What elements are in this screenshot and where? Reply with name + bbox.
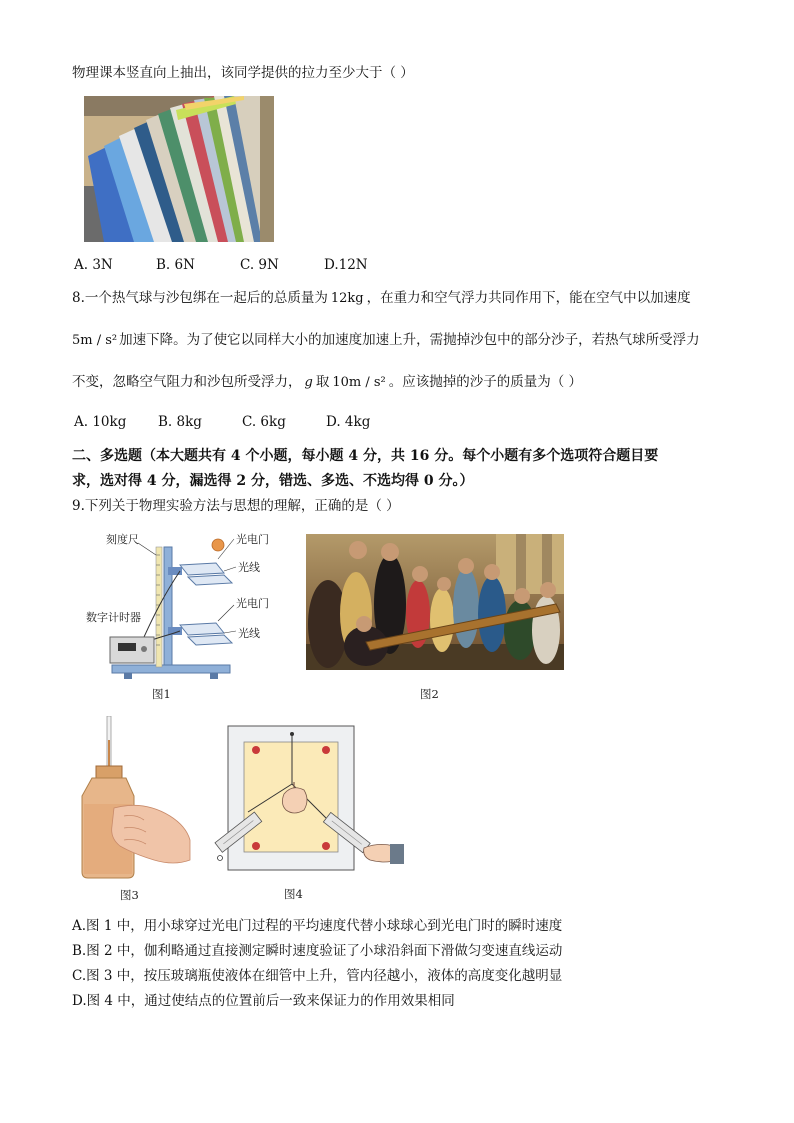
q8-g: g <box>304 375 313 390</box>
fig1-label-ruler: 刻度尺 <box>106 533 139 546</box>
q9-option-b: B.图 2 中，伽利略通过直接测定瞬时速度验证了小球沿斜面下滑做匀变速直线运动 <box>72 943 563 959</box>
fig1-label-gate1: 光电门 <box>236 533 269 546</box>
q8-gval: 10m / s² <box>332 375 386 390</box>
q8-option-d: D. 4kg <box>326 414 371 430</box>
fig1-caption: 图1 <box>152 687 171 701</box>
fig3-caption: 图3 <box>120 888 139 902</box>
fig1-label-light1: 光线 <box>238 561 260 574</box>
fig1-label-light2: 光线 <box>238 627 260 640</box>
figure-2-galileo-painting <box>306 534 564 670</box>
q7-option-d: D.12N <box>324 257 368 273</box>
fig1-label-timer: 数字计时器 <box>86 611 141 624</box>
books-photo <box>84 96 274 242</box>
figure-1-photogate <box>84 525 294 685</box>
q8-option-b: B. 8kg <box>158 414 202 430</box>
q8-text: 取 <box>315 374 330 390</box>
figure-4-force-board <box>214 724 404 874</box>
q8-text: 8.一个热气球与沙包绑在一起后的总质量为 <box>72 290 328 306</box>
q8-text: ，在重力和空气浮力共同作用下，能在空气中以加速度 <box>366 290 691 306</box>
fig2-caption: 图2 <box>420 687 439 701</box>
section-heading-cont: 求，选对得 4 分，漏选得 2 分，错选、多选、不选均得 0 分。） <box>72 473 474 489</box>
q8-line2 <box>72 330 700 351</box>
q8-option-a: A. 10kg <box>74 414 127 430</box>
fig1-label-gate2: 光电门 <box>236 597 269 610</box>
q7-options <box>74 255 368 275</box>
q8-mass: 12kg <box>330 291 364 306</box>
q8-line1 <box>72 288 691 309</box>
q8-text: 不变，忽略空气阻力和沙包所受浮力， <box>72 374 302 390</box>
q8-options <box>74 412 370 432</box>
q7-option-c: C. 9N <box>240 257 279 273</box>
q7-option-a: A. 3N <box>74 257 113 273</box>
figure-3-bottle <box>74 716 194 882</box>
q7-stem: 物理课本竖直向上抽出，该同学提供的拉力至少大于（ ） <box>72 65 414 81</box>
q8-option-c: C. 6kg <box>242 414 286 430</box>
q8-accel: 5m / s² <box>72 333 118 348</box>
q8-text: 。应该抛掉的沙子的质量为（ ） <box>388 374 583 390</box>
q9-option-c: C.图 3 中，按压玻璃瓶使液体在细管中上升，管内径越小，液体的高度变化越明显 <box>72 968 563 984</box>
q7-option-b: B. 6N <box>156 257 195 273</box>
q8-text: 加速下降。为了使它以同样大小的加速度加速上升，需抛掉沙包中的部分沙子，若热气球所受浮力 <box>119 332 700 348</box>
q9-option-d: D.图 4 中，通过使结点的位置前后一致来保证力的作用效果相同 <box>72 993 455 1009</box>
q9-option-a: A.图 1 中，用小球穿过光电门过程的平均速度代替小球球心到光电门时的瞬时速度 <box>72 918 563 934</box>
section-heading: 二、多选题（本大题共有 4 个小题，每小题 4 分，共 16 分。每个小题有多个选项符合题目要 <box>72 448 659 464</box>
q9-stem: 9.下列关于物理实验方法与思想的理解，正确的是（ ） <box>72 498 400 514</box>
fig4-caption: 图4 <box>284 887 303 901</box>
q8-line3 <box>72 372 582 393</box>
